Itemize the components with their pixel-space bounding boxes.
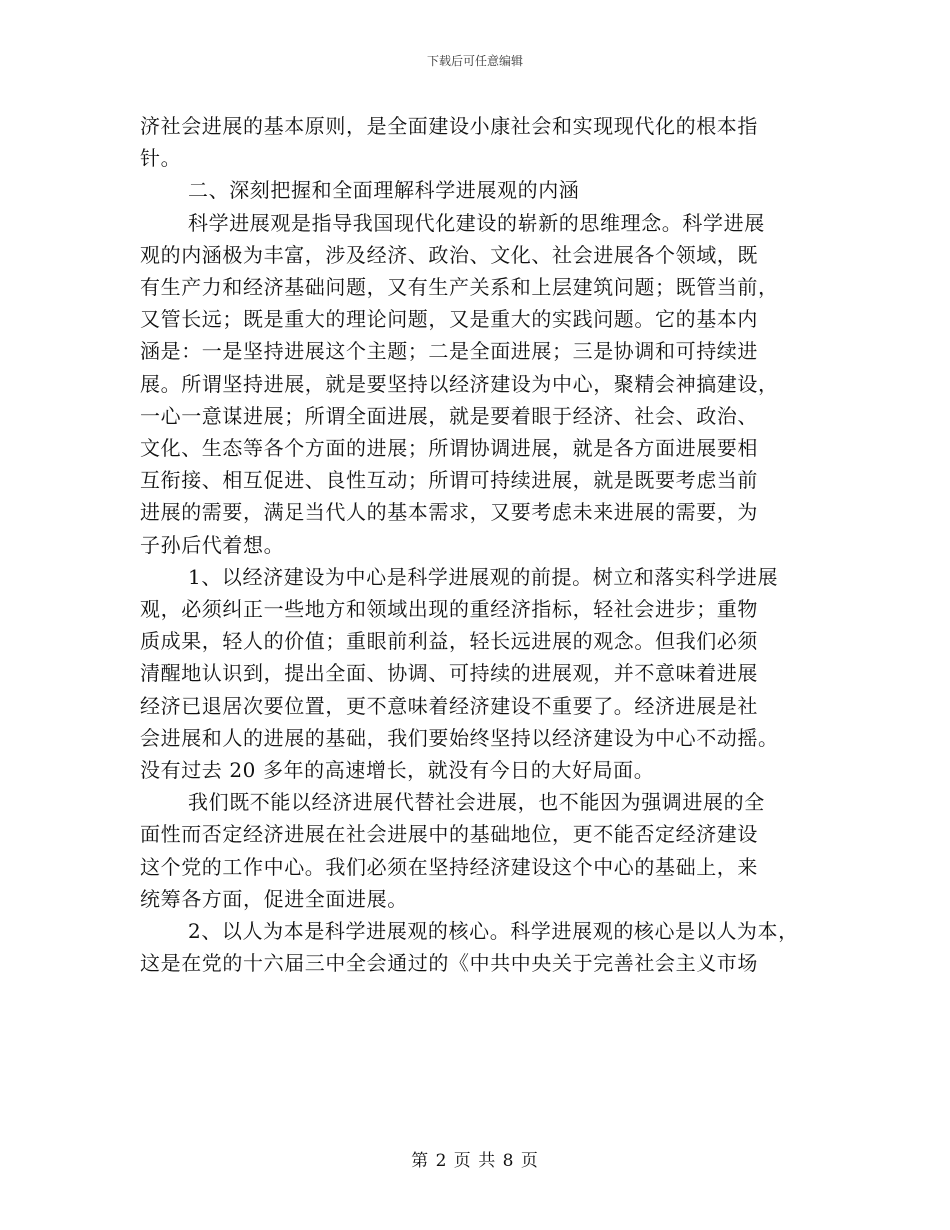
text-line: 质成果，轻人的价值；重眼前利益，轻长远进展的观念。但我们必须 (140, 629, 758, 654)
text-line: 会进展和人的进展的基础，我们要始终坚持以经济建设为中心不动摇。 (140, 725, 779, 750)
text-line: 2、以人为本是科学进展观的核心。科学进展观的核心是以人为本， (188, 919, 799, 944)
text-line: 针。 (140, 146, 182, 171)
text-line: 展。所谓坚持进展，就是要坚持以经济建设为中心，聚精会神搞建设， (140, 371, 779, 396)
text-line: 一心一意谋进展；所谓全面进展，就是要着眼于经济、社会、政治、 (140, 403, 758, 428)
text-line: 进展的需要，满足当代人的基本需求，又要考虑未来进展的需要，为 (140, 500, 758, 525)
text-line: 又管长远；既是重大的理论问题，又是重大的实践问题。它的基本内 (140, 307, 758, 332)
text-line: 面性而否定经济进展在社会进展中的基础地位，更不能否定经济建设 (140, 822, 758, 847)
text-line: 清醒地认识到，提出全面、协调、可持续的进展观，并不意味着进展 (140, 661, 758, 686)
text-line: 没有过去 20 多年的高速增长，就没有今日的大好局面。 (140, 758, 655, 783)
text-line: 这是在党的十六届三中全会通过的《中共中央关于完善社会主义市场 (140, 951, 758, 976)
text-line: 观，必须纠正一些地方和领域出现的重经济指标，轻社会进步；重物 (140, 597, 758, 622)
text-line: 科学进展观是指导我国现代化建设的崭新的思维理念。科学进展 (188, 210, 765, 235)
page-number-footer: 第 2 页 共 8 页 (411, 1151, 539, 1171)
text-line: 经济已退居次要位置，更不意味着经济建设不重要了。经济进展是社 (140, 693, 758, 718)
text-line: 有生产力和经济基础问题，又有生产关系和上层建筑问题；既管当前， (140, 275, 779, 300)
text-line: 1、以经济建设为中心是科学进展观的前提。树立和落实科学进展 (188, 564, 779, 589)
text-line: 子孙后代着想。 (140, 532, 285, 557)
body-text (140, 110, 810, 979)
text-line: 这个党的工作中心。我们必须在坚持经济建设这个中心的基础上，来 (140, 854, 758, 879)
text-line: 涵是：一是坚持进展这个主题；二是全面进展；三是协调和可持续进 (140, 339, 758, 364)
header-note: 下载后可任意编辑 (426, 54, 523, 68)
text-line: 互衔接、相互促进、良性互动；所谓可持续进展，就是既要考虑当前 (140, 468, 758, 493)
text-line: 文化、生态等各个方面的进展；所谓协调进展，就是各方面进展要相 (140, 436, 758, 461)
text-line: 观的内涵极为丰富，涉及经济、政治、文化、社会进展各个领域，既 (140, 242, 758, 267)
text-line: 二、深刻把握和全面理解科学进展观的内涵 (188, 178, 580, 203)
text-line: 统筹各方面，促进全面进展。 (140, 886, 408, 911)
text-line: 济社会进展的基本原则，是全面建设小康社会和实现现代化的根本指 (140, 114, 758, 138)
text-line: 我们既不能以经济进展代替社会进展，也不能因为强调进展的全 (188, 790, 765, 815)
